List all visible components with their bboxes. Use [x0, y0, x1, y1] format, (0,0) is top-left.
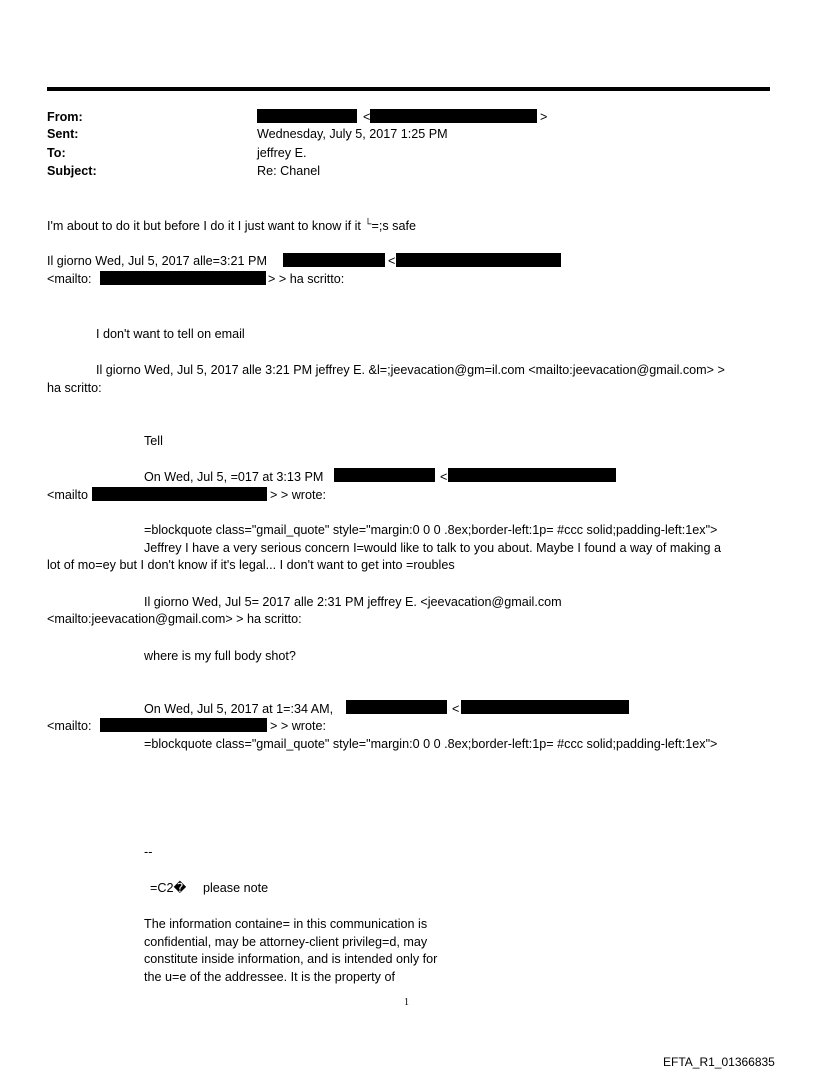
subject-label: Subject: — [47, 164, 97, 178]
mailto-suffix: > > wrote: — [270, 719, 327, 733]
sent-value: Wednesday, July 5, 2017 1:25 PM — [257, 127, 448, 141]
body-line: lot of mo=ey but I don't know if it's legal... I don't want to get into =roubles — [47, 558, 455, 572]
disclaimer-line: confidential, may be attorney-client privileg=d, may — [144, 935, 428, 949]
mailto-suffix: > > wrote: — [270, 488, 327, 502]
signature-separator: -- — [144, 845, 153, 859]
header-rule — [47, 87, 770, 91]
quote-header-line: <mailto:jeevacation@gmail.com> > ha scritto: — [47, 612, 302, 626]
redacted-email — [396, 253, 561, 267]
quote-header-line: Il giorno Wed, Jul 5, 2017 alle=3:21 PM — [47, 254, 267, 268]
subject-value: Re: Chanel — [257, 164, 321, 178]
redacted-email — [92, 487, 267, 501]
body-text: =C2� — [150, 881, 187, 895]
lt-sign: < — [440, 470, 448, 484]
lt-sign: < — [388, 254, 396, 268]
redacted-sender-name — [257, 109, 357, 123]
mailto-suffix: > > ha scritto: — [268, 272, 345, 286]
mailto-prefix: <mailto — [47, 488, 88, 502]
redacted-name — [346, 700, 447, 714]
corrupt-glyph: └ — [364, 219, 372, 230]
body-line — [47, 217, 416, 234]
to-label: To: — [47, 146, 66, 160]
body-line: =blockquote class="gmail_quote" style="margin:0 0 0 .8ex;border-left:1p= #ccc solid;padding-left:1ex"> — [144, 737, 718, 751]
redacted-name — [283, 253, 385, 267]
redacted-email — [461, 700, 629, 714]
body-line: Jeffrey I have a very serious concern I=would like to talk to you about. Maybe I found a way of making a — [144, 541, 721, 555]
redacted-email — [100, 718, 267, 732]
quote-header-line: ha scritto: — [47, 381, 102, 395]
body-text: please note — [203, 881, 269, 895]
from-label: From: — [47, 110, 83, 124]
to-value: jeffrey E. — [257, 146, 307, 160]
body-line: where is my full body shot? — [144, 649, 296, 663]
from-lt: < — [363, 110, 371, 124]
disclaimer-line: The information containe= in this communication is — [144, 917, 428, 931]
redacted-email — [448, 468, 616, 482]
redacted-sender-email — [370, 109, 537, 123]
body-line: Tell — [144, 434, 163, 448]
body-line: =blockquote class="gmail_quote" style="margin:0 0 0 .8ex;border-left:1p= #ccc solid;padding-left:1ex"> — [144, 523, 718, 537]
body-text: I'm about to do it but before I do it I just want to know if it — [47, 219, 361, 233]
redacted-email — [100, 271, 266, 285]
sent-label: Sent: — [47, 127, 79, 141]
quote-header-line: Il giorno Wed, Jul 5, 2017 alle 3:21 PM jeffrey E. &l=;jeevacation@gm=il.com <mailto:jeevacation@gmail.com> > — [96, 363, 725, 377]
body-text: =;s safe — [371, 219, 416, 233]
page-number: 1 — [404, 997, 409, 1008]
mailto-prefix: <mailto: — [47, 719, 92, 733]
quote-header-line: On Wed, Jul 5, 2017 at 1=:34 AM, — [144, 702, 334, 716]
body-line: I don't want to tell on email — [96, 327, 245, 341]
lt-sign: < — [452, 702, 460, 716]
document-id: EFTA_R1_01366835 — [663, 1055, 775, 1069]
from-gt: > — [540, 110, 548, 124]
quote-header-line: On Wed, Jul 5, =017 at 3:13 PM — [144, 470, 324, 484]
redacted-name — [334, 468, 435, 482]
mailto-prefix: <mailto: — [47, 272, 92, 286]
disclaimer-line: the u=e of the addressee. It is the property of — [144, 970, 395, 984]
quote-header-line: Il giorno Wed, Jul 5= 2017 alle 2:31 PM jeffrey E. <jeevacation@gmail.com — [144, 595, 562, 609]
disclaimer-line: constitute inside information, and is intended only for — [144, 952, 438, 966]
